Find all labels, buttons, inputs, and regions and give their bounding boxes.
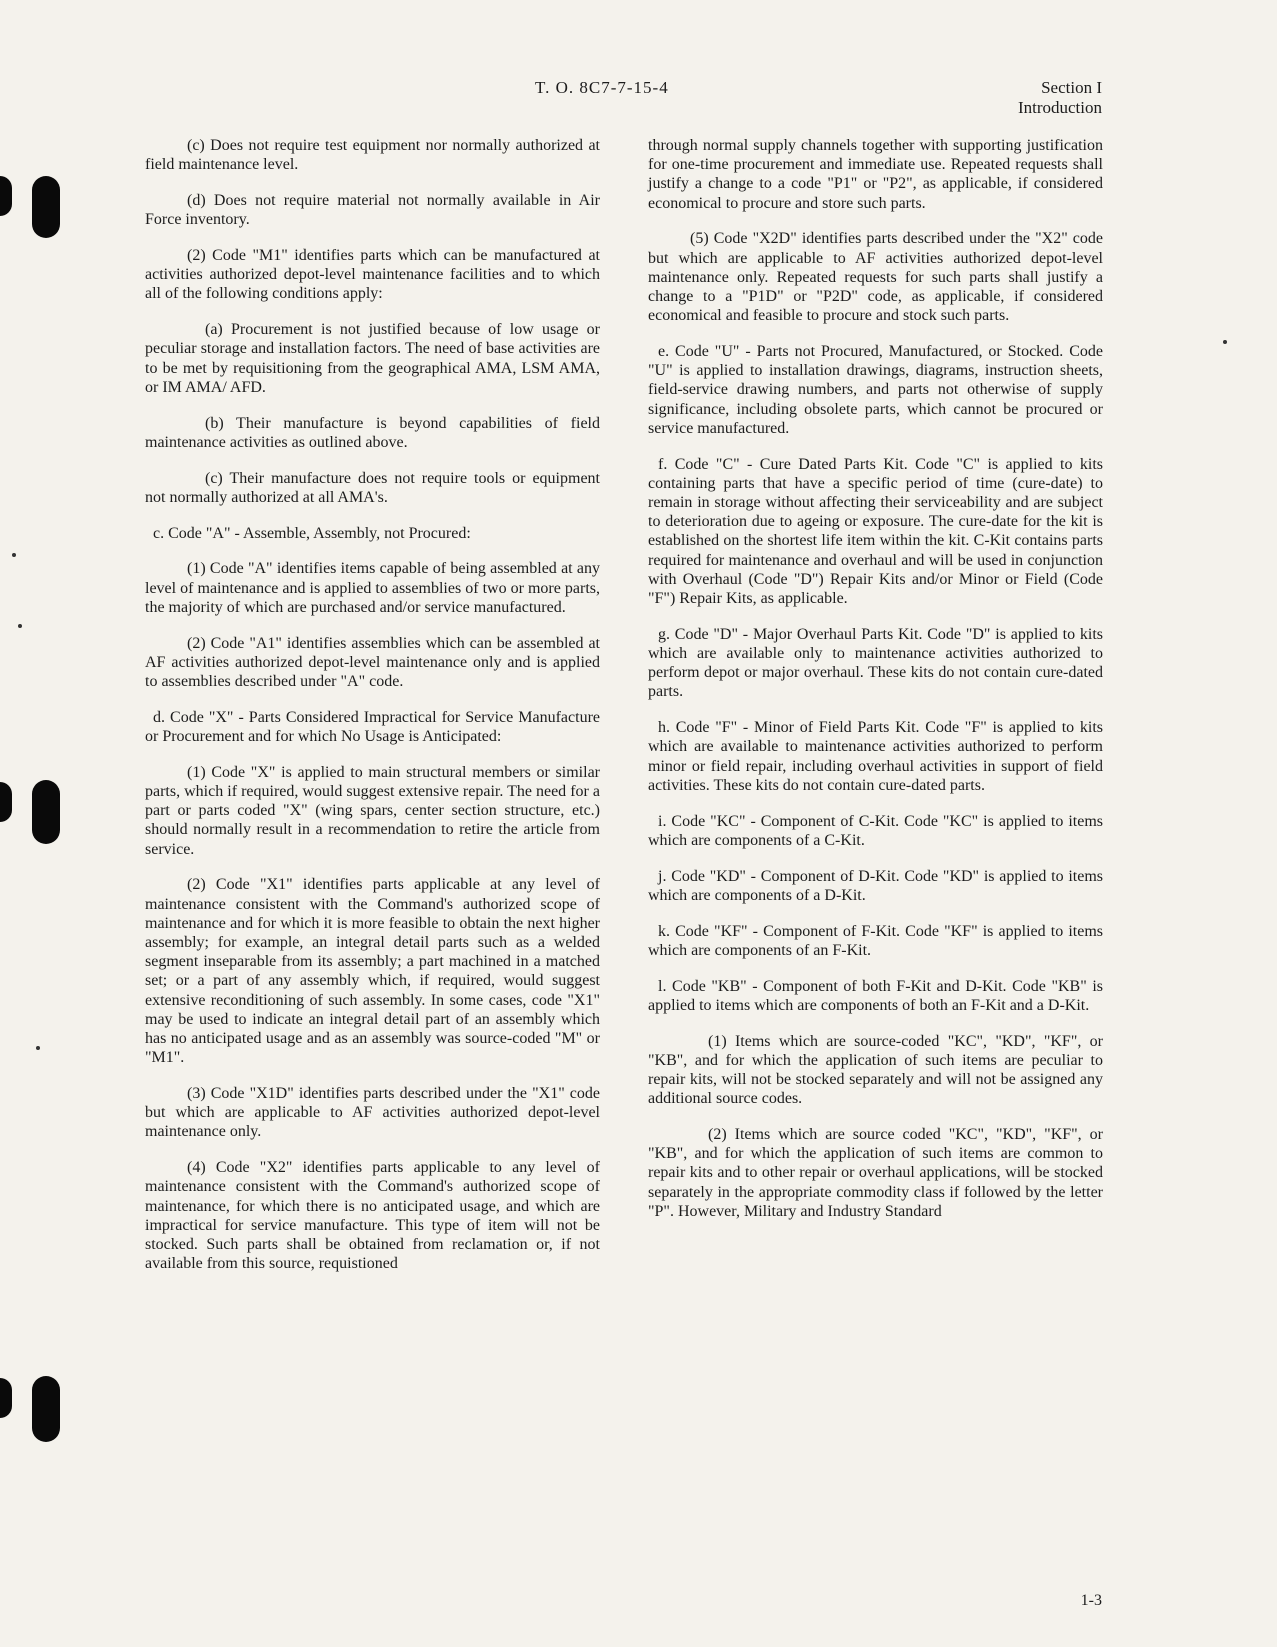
- paragraph: (2) Items which are source coded "KC", "KD", "KF", or "KB", and for which the application of such items are common to repair kits and to other repair or overhaul applications, will be stocked separately in the appropriate commodity class if followed by the letter "P". However, Military and Industry Standard: [648, 1126, 1103, 1220]
- scan-speck: [1223, 340, 1227, 344]
- paragraph: (1) Items which are source-coded "KC", "KD", "KF", or "KB", and for which the application of such items are peculiar to repair kits, will not be stocked separately and will not be assigned any additional source codes.: [648, 1032, 1103, 1108]
- paragraph: (2) Code "A1" identifies assemblies which can be assembled at AF activities authorized depot-level maintenance only and is applied to assemblies described under "A" code.: [145, 634, 600, 691]
- scan-speck: [18, 624, 22, 628]
- binder-notch: [0, 782, 12, 822]
- paragraph: (2) Code "M1" identifies parts which can be manufactured at activities authorized depot-level maintenance facilities and to which all of the following conditions apply:: [145, 247, 600, 303]
- binder-notch: [0, 176, 12, 216]
- paragraph: (1) Code "A" identifies items capable of being assembled at any level of maintenance and is applied to assemblies of two or more parts, the majority of which are purchased and/or service manufactured.: [145, 560, 600, 616]
- paragraph: (c) Does not require test equipment nor normally authorized at field maintenance level.: [145, 137, 600, 174]
- section-heading: [1018, 78, 1102, 118]
- left-column: [145, 136, 600, 1290]
- paragraph: (d) Does not require material not normally available in Air Force inventory.: [145, 192, 600, 229]
- section-label: Section I: [1041, 78, 1102, 97]
- scan-speck: [36, 1046, 40, 1050]
- binder-hole: [32, 780, 60, 844]
- paragraph: (b) Their manufacture is beyond capabilities of field maintenance activities as outlined above.: [145, 414, 600, 451]
- right-column: [648, 136, 1103, 1238]
- paragraph: through normal supply channels together with supporting justification for one-time procurement and immediate use. Repeated requests shall justify a change to a code "P1" or "P2", as applicable, if considered economical to procure and store such parts.: [648, 137, 1103, 212]
- paragraph: k. Code "KF" - Component of F-Kit. Code "KF" is applied to items which are components of an F-Kit.: [648, 922, 1103, 959]
- page-number: 1-3: [1080, 1592, 1102, 1609]
- paragraph: (4) Code "X2" identifies parts applicable to any level of maintenance consistent with the Command's authorized scope of maintenance, for which there is no anticipated usage, and which are impractical for service manufacture. This type of item will not be stocked. Such parts shall be obtained from reclamation or, if not available from this source, requistioned: [145, 1159, 600, 1273]
- paragraph: (2) Code "X1" identifies parts applicable at any level of maintenance consistent with the Command's authorized scope of maintenance and for which it is more feasible to obtain the next higher assembly; for example, an integral detail parts such as a welded segment inseparable from its assembly; a part machined in a matched set; or a part of any assembly which, if required, would suggest extensive reconditioning of such assembly. In some cases, code "X1" may be used to indicate an integral detail part of an assembly which has no anticipated usage and as an assembly was source-coded "M" or "M1".: [145, 876, 600, 1067]
- paragraph: g. Code "D" - Major Overhaul Parts Kit. Code "D" is applied to kits which are available only to maintenance activities authorized to perform depot or major overhaul. These kits do not contain cure-dated parts.: [648, 625, 1103, 701]
- paragraph: h. Code "F" - Minor of Field Parts Kit. Code "F" is applied to kits which are available to maintenance activities authorized to perform minor or field repair, including overhaul activities in support of field activities. These kits do not contain cure-dated parts.: [648, 719, 1103, 794]
- paragraph: (c) Their manufacture does not require tools or equipment not normally authorized at all AMA's.: [145, 469, 600, 506]
- paragraph: c. Code "A" - Assemble, Assembly, not Procured:: [153, 524, 471, 542]
- paragraph: (1) Code "X" is applied to main structural members or similar parts, which if required, would suggest extensive repair. The need for a part or parts coded "X" (wing spars, center section structure, etc.) should normally result in a recommendation to retire the article from service.: [145, 763, 600, 858]
- paragraph: e. Code "U" - Parts not Procured, Manufactured, or Stocked. Code "U" is applied to installation drawings, diagrams, instruction sheets, field-service drawing numbers, and parts not otherwise of supply significance, including obsolete parts, which cannot be procured or service manufactured.: [648, 343, 1103, 437]
- paragraph: l. Code "KB" - Component of both F-Kit and D-Kit. Code "KB" is applied to items which are components of both an F-Kit and a D-Kit.: [648, 977, 1103, 1014]
- paragraph: (5) Code "X2D" identifies parts described under the "X2" code but which are applicable to AF activities authorized depot-level maintenance only. Repeated requests for such parts shall justify a change to a "P1D" or "P2D" code, as applicable, if considered economical and feasible to procure and stock such parts.: [648, 230, 1103, 325]
- paragraph: j. Code "KD" - Component of D-Kit. Code "KD" is applied to items which are components of a D-Kit.: [648, 867, 1103, 904]
- paragraph: (a) Procurement is not justified because of low usage or peculiar storage and installation factors. The need of base activities are to be met by requisitioning from the geographical AMA, LSM AMA, or IM AMA/ AFD.: [145, 321, 600, 396]
- paragraph: (3) Code "X1D" identifies parts described under the "X1" code but which are applicable to AF activities authorized depot-level maintenance only.: [145, 1085, 600, 1141]
- paragraph: i. Code "KC" - Component of C-Kit. Code "KC" is applied to items which are components of a C-Kit.: [648, 812, 1103, 849]
- paragraph: f. Code "C" - Cure Dated Parts Kit. Code "C" is applied to kits containing parts that have a specific period of time (cure-date) to remain in storage without affecting their serviceability and are subject to deterioration due to ageing or exposure. The cure-date for the kit is established on the shortest life item within the kit. C-Kit contains parts required for maintenance and overhaul and will be used in conjunction with Overhaul (Code "D") Repair Kits and/or Minor or Field (Code "F") Repair Kits, as applicable.: [648, 455, 1103, 608]
- binder-hole: [32, 1376, 60, 1442]
- binder-notch: [0, 1378, 12, 1418]
- paragraph: d. Code "X" - Parts Considered Impractical for Service Manufacture or Procurement and for which No Usage is Anticipated:: [145, 708, 600, 746]
- binder-hole: [32, 176, 60, 238]
- document-number: T. O. 8C7-7-15-4: [535, 78, 669, 97]
- scan-speck: [12, 553, 16, 557]
- section-title: Introduction: [1017, 98, 1102, 117]
